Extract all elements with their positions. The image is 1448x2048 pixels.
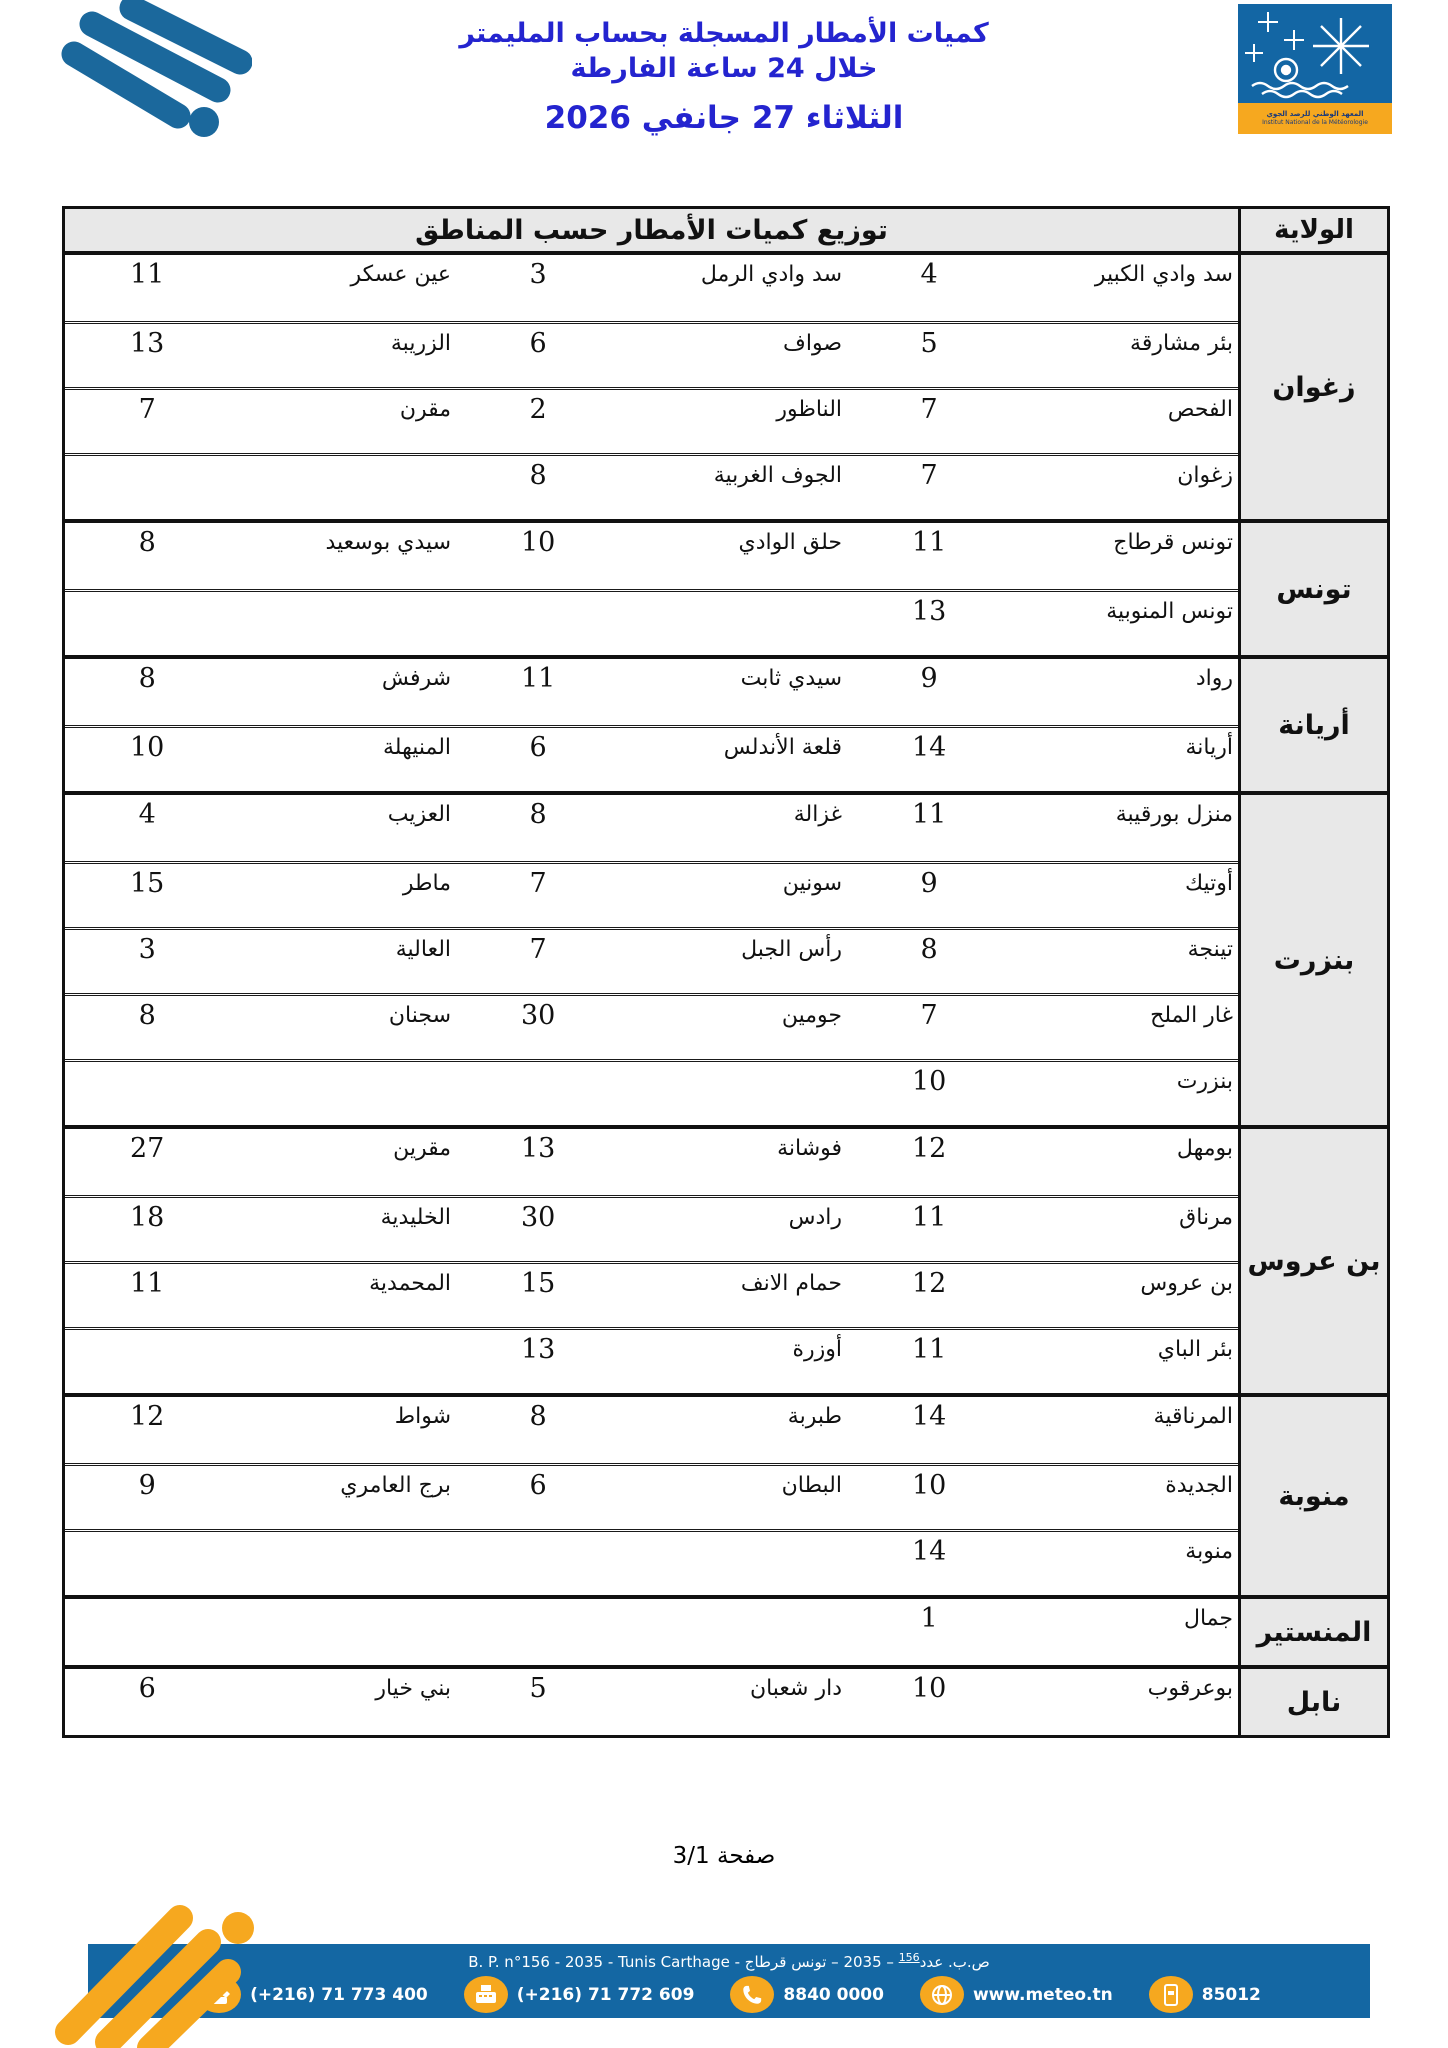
contact-text: 85012	[1201, 1984, 1261, 2005]
contact-fax	[464, 1976, 695, 2013]
station-cell	[456, 1604, 847, 1665]
station-cell	[847, 935, 1238, 993]
station-cell	[456, 1134, 847, 1195]
station-value: 14	[911, 732, 947, 763]
station-cell	[456, 1537, 847, 1595]
report-title-line2: خلال 24 ساعة الفارطة	[570, 53, 878, 84]
station-value: 5	[529, 1673, 547, 1704]
station-name: منزل بورقيبة	[1115, 802, 1233, 827]
station-value: 7	[920, 394, 938, 425]
station-value: 13	[520, 1334, 556, 1365]
contact-website	[920, 1976, 1113, 2013]
table-row	[65, 795, 1238, 861]
contact-text: www.meteo.tn	[972, 1984, 1113, 2005]
station-name: زغوان	[1177, 463, 1233, 488]
station-name: العزيب	[387, 802, 452, 827]
station-name: سد وادي الكبير	[1094, 262, 1233, 287]
station-cell	[456, 1269, 847, 1327]
table-row	[65, 1195, 1238, 1261]
station-value: 30	[520, 1000, 556, 1031]
table-row	[65, 1261, 1238, 1327]
station-cell	[847, 733, 1238, 791]
inm-logo	[1238, 4, 1392, 134]
station-name: برج العامري	[340, 1473, 452, 1498]
station-name: بئر الباي	[1157, 1337, 1233, 1362]
station-value: 10	[520, 527, 556, 558]
station-name: المرناقية	[1153, 1404, 1233, 1429]
station-cell	[65, 935, 456, 993]
station-name: ماطر	[402, 871, 452, 896]
table-row	[65, 523, 1238, 589]
table-row	[65, 1059, 1238, 1125]
wilaya-group-manouba	[65, 1393, 1387, 1595]
group-rows	[65, 1669, 1238, 1735]
wilaya-group-ariana	[65, 655, 1387, 791]
station-name: رادس	[788, 1205, 843, 1230]
station-cell	[65, 1001, 456, 1059]
table-row	[65, 321, 1238, 387]
station-value: 7	[920, 1000, 938, 1031]
station-cell	[456, 461, 847, 519]
station-cell	[456, 1067, 847, 1125]
table-row	[65, 1129, 1238, 1195]
group-rows	[65, 1599, 1238, 1665]
station-cell	[65, 1537, 456, 1595]
wilaya-cell: أريانة	[1238, 659, 1387, 791]
station-cell	[847, 1537, 1238, 1595]
station-cell	[456, 260, 847, 321]
station-cell	[847, 597, 1238, 655]
station-cell	[847, 260, 1238, 321]
station-cell	[847, 1067, 1238, 1125]
station-value: 4	[138, 799, 156, 830]
station-value: 9	[920, 663, 938, 694]
station-name: سيدي ثابت	[740, 666, 843, 691]
inm-name-french: Institut National de la Météorologie	[1262, 119, 1368, 126]
station-cell	[847, 664, 1238, 725]
table-row	[65, 255, 1238, 321]
station-cell	[65, 461, 456, 519]
station-value: 9	[138, 1470, 156, 1501]
station-cell	[456, 1402, 847, 1463]
station-name: جومين	[781, 1003, 843, 1028]
station-name: المحمدية	[369, 1271, 452, 1296]
station-name: بومهل	[1176, 1136, 1233, 1161]
address-latin: B. P. n°156 - 2035 - Tunis Carthage -	[468, 1953, 745, 1971]
station-value: 5	[920, 328, 938, 359]
station-cell	[847, 1674, 1238, 1735]
contact-text: (+216) 71 772 609	[516, 1984, 695, 2005]
station-cell	[65, 1269, 456, 1327]
group-rows	[65, 523, 1238, 655]
station-cell	[847, 1203, 1238, 1261]
station-value: 10	[911, 1470, 947, 1501]
weather-art-icon	[1238, 4, 1392, 103]
station-cell	[65, 1674, 456, 1735]
table-row	[65, 993, 1238, 1059]
station-value: 7	[529, 868, 547, 899]
station-cell	[456, 329, 847, 387]
station-cell	[847, 528, 1238, 589]
station-value: 8	[529, 1401, 547, 1432]
station-cell	[847, 1402, 1238, 1463]
station-cell	[456, 733, 847, 791]
station-name: غزالة	[793, 802, 843, 827]
group-rows	[65, 659, 1238, 791]
station-value: 13	[520, 1133, 556, 1164]
station-cell	[65, 395, 456, 453]
station-value: 11	[520, 663, 556, 694]
contact-text: 8840 0000	[783, 1984, 884, 2005]
group-rows	[65, 795, 1238, 1125]
contact-callcenter	[730, 1976, 884, 2013]
station-value: 9	[920, 868, 938, 899]
station-name: رأس الجبل	[741, 937, 843, 962]
table-row	[65, 387, 1238, 453]
station-value: 14	[911, 1536, 947, 1567]
station-name: شواط	[394, 1404, 452, 1429]
station-name: تونس المنوبية	[1106, 599, 1233, 624]
wilaya-group-zaghouan	[65, 255, 1387, 519]
table-row	[65, 861, 1238, 927]
station-cell	[65, 1402, 456, 1463]
station-cell	[456, 1203, 847, 1261]
group-rows	[65, 1129, 1238, 1393]
report-date: الثلاثاء 27 جانفي 2026	[544, 100, 904, 136]
station-value: 1	[920, 1603, 938, 1634]
wilaya-group-bizerte	[65, 791, 1387, 1125]
station-name: الجوف الغربية	[713, 463, 843, 488]
station-cell	[456, 800, 847, 861]
station-value: 12	[129, 1401, 165, 1432]
station-value: 14	[911, 1401, 947, 1432]
station-cell	[847, 1471, 1238, 1529]
station-value: 8	[138, 663, 156, 694]
station-cell	[65, 800, 456, 861]
station-value: 11	[129, 259, 165, 290]
station-name: الناظور	[776, 397, 843, 422]
table-row	[65, 927, 1238, 993]
station-value: 11	[129, 1268, 165, 1299]
station-name: سجنان	[388, 1003, 452, 1028]
wilaya-group-ben-arous	[65, 1125, 1387, 1393]
contact-text: (+216) 71 773 400	[250, 1984, 428, 2005]
station-cell	[65, 597, 456, 655]
station-value: 11	[911, 527, 947, 558]
station-name: بوعرقوب	[1147, 1676, 1233, 1701]
rainfall-table	[62, 206, 1390, 1738]
station-cell	[65, 1134, 456, 1195]
station-cell	[456, 528, 847, 589]
station-name: أريانة	[1185, 735, 1233, 760]
station-name: الزريبة	[390, 331, 452, 356]
station-value: 18	[129, 1202, 165, 1233]
fax-icon	[464, 1976, 508, 2013]
station-value: 13	[129, 328, 165, 359]
address-arabic: ص.ب. عدد$^{156}$ – 2035 – تونس قرطاج	[744, 1951, 990, 1971]
wilaya-cell: بن عروس	[1238, 1129, 1387, 1393]
station-cell	[456, 1001, 847, 1059]
station-name: حمام الانف	[740, 1271, 843, 1296]
station-name: الخليدية	[380, 1205, 452, 1230]
station-cell	[456, 395, 847, 453]
station-cell	[456, 1335, 847, 1393]
station-value: 10	[129, 732, 165, 763]
station-value: 6	[529, 732, 547, 763]
regions-header: توزيع كميات الأمطار حسب المناطق	[415, 214, 888, 246]
station-value: 7	[920, 460, 938, 491]
group-rows	[65, 1397, 1238, 1595]
station-name: المنيهلة	[383, 735, 452, 760]
report-title-line1: كميات الأمطار المسجلة بحساب المليمتر	[459, 18, 989, 49]
title-block	[0, 16, 1448, 136]
station-value: 8	[920, 934, 938, 965]
station-cell	[65, 1067, 456, 1125]
wilaya-group-tunis	[65, 519, 1387, 655]
station-name: صواف	[783, 331, 843, 356]
station-value: 6	[529, 1470, 547, 1501]
station-name: منوبة	[1185, 1539, 1233, 1564]
wilaya-cell: بنزرت	[1238, 795, 1387, 1125]
station-cell	[65, 869, 456, 927]
mobile-icon	[1149, 1976, 1193, 2013]
table-row	[65, 1529, 1238, 1595]
station-name: بن عروس	[1140, 1271, 1233, 1296]
station-cell	[847, 1269, 1238, 1327]
station-value: 12	[911, 1268, 947, 1299]
station-value: 8	[529, 460, 547, 491]
wilaya-group-nabeul	[65, 1665, 1387, 1735]
station-name: تونس قرطاج	[1113, 530, 1233, 555]
inm-name-arabic: المعهد الوطني للرصد الجوي	[1266, 110, 1364, 118]
table-row	[65, 1327, 1238, 1393]
station-name: العالية	[395, 937, 452, 962]
station-value: 6	[529, 328, 547, 359]
wilaya-cell: نابل	[1238, 1669, 1387, 1735]
station-value: 11	[911, 1202, 947, 1233]
table-row	[65, 725, 1238, 791]
station-value: 3	[138, 934, 156, 965]
station-name: جمال	[1183, 1606, 1233, 1631]
station-name: الفحص	[1167, 397, 1233, 422]
station-cell	[65, 1203, 456, 1261]
station-cell	[847, 461, 1238, 519]
table-row	[65, 1599, 1238, 1665]
station-value: 10	[911, 1066, 947, 1097]
station-cell	[847, 800, 1238, 861]
wilaya-group-monastir	[65, 1595, 1387, 1665]
station-name: أوتيك	[1184, 871, 1233, 896]
station-name: دار شعبان	[749, 1676, 843, 1701]
table-row	[65, 589, 1238, 655]
station-cell	[847, 1604, 1238, 1665]
table-row	[65, 1669, 1238, 1735]
page-number: صفحة 3/1	[672, 1843, 776, 1869]
station-cell	[65, 528, 456, 589]
station-name: غار الملح	[1150, 1003, 1233, 1028]
station-value: 7	[529, 934, 547, 965]
table-row	[65, 1463, 1238, 1529]
station-name: رواد	[1195, 666, 1233, 691]
globe-icon	[920, 1976, 964, 2013]
group-rows	[65, 255, 1238, 519]
wilaya-cell: زغوان	[1238, 255, 1387, 519]
address-box-number: 156	[898, 1951, 920, 1964]
station-value: 12	[911, 1133, 947, 1164]
station-name: بئر مشارقة	[1130, 331, 1233, 356]
station-cell	[456, 869, 847, 927]
station-name: مرناق	[1179, 1205, 1233, 1230]
station-cell	[456, 1471, 847, 1529]
station-value: 2	[529, 394, 547, 425]
station-cell	[847, 869, 1238, 927]
station-name: أوزرة	[792, 1337, 843, 1362]
handset-icon	[730, 1976, 774, 2013]
station-name: حلق الوادي	[738, 530, 843, 555]
station-value: 6	[138, 1673, 156, 1704]
contact-sms	[1149, 1976, 1261, 2013]
station-cell	[65, 733, 456, 791]
station-name: مقرن	[399, 397, 452, 422]
station-value: 13	[911, 596, 947, 627]
station-value: 8	[138, 1000, 156, 1031]
station-value: 3	[529, 259, 547, 290]
table-row	[65, 1397, 1238, 1463]
station-name: سونين	[782, 871, 843, 896]
station-cell	[847, 395, 1238, 453]
station-cell	[847, 329, 1238, 387]
station-name: طبربة	[787, 1404, 843, 1429]
station-name: بنزرت	[1176, 1069, 1233, 1094]
station-name: قلعة الأندلس	[723, 735, 843, 760]
station-cell	[65, 1335, 456, 1393]
station-cell	[456, 935, 847, 993]
station-name: تينجة	[1187, 937, 1233, 962]
station-cell	[456, 597, 847, 655]
station-cell	[65, 664, 456, 725]
station-name: عين عسكر	[350, 262, 452, 287]
wilaya-cell: المنستير	[1238, 1599, 1387, 1665]
table-row	[65, 453, 1238, 519]
station-name: سد وادي الرمل	[700, 262, 843, 287]
station-value: 10	[911, 1673, 947, 1704]
diagonal-stripes-icon	[50, 1880, 290, 2048]
station-cell	[65, 1471, 456, 1529]
station-value: 11	[911, 1334, 947, 1365]
station-cell	[456, 1674, 847, 1735]
station-name: الجديدة	[1165, 1473, 1233, 1498]
wilaya-cell: تونس	[1238, 523, 1387, 655]
station-name: سيدي بوسعيد	[325, 530, 452, 555]
inm-logo-art	[1238, 4, 1392, 103]
station-name: فوشانة	[777, 1136, 843, 1161]
wilaya-column-header: الولاية	[1238, 209, 1387, 251]
station-name: مقرين	[393, 1136, 452, 1161]
station-cell	[847, 1335, 1238, 1393]
station-value: 8	[138, 527, 156, 558]
station-value: 11	[911, 799, 947, 830]
station-cell	[847, 1134, 1238, 1195]
station-value: 8	[529, 799, 547, 830]
station-cell	[847, 1001, 1238, 1059]
station-value: 30	[520, 1202, 556, 1233]
table-row	[65, 659, 1238, 725]
station-value: 15	[129, 868, 165, 899]
table-header-row	[65, 209, 1387, 255]
station-name: البطان	[781, 1473, 843, 1498]
station-cell	[65, 260, 456, 321]
station-name: شرفش	[381, 666, 452, 691]
station-value: 27	[129, 1133, 165, 1164]
station-value: 4	[920, 259, 938, 290]
inm-logo-band	[1238, 103, 1392, 134]
station-cell	[65, 329, 456, 387]
station-cell	[65, 1604, 456, 1665]
station-value: 7	[138, 394, 156, 425]
station-name: بني خيار	[375, 1676, 452, 1701]
station-value: 15	[520, 1268, 556, 1299]
footer-stripes-logo	[50, 1880, 290, 2048]
wilaya-cell: منوبة	[1238, 1397, 1387, 1595]
station-cell	[456, 664, 847, 725]
